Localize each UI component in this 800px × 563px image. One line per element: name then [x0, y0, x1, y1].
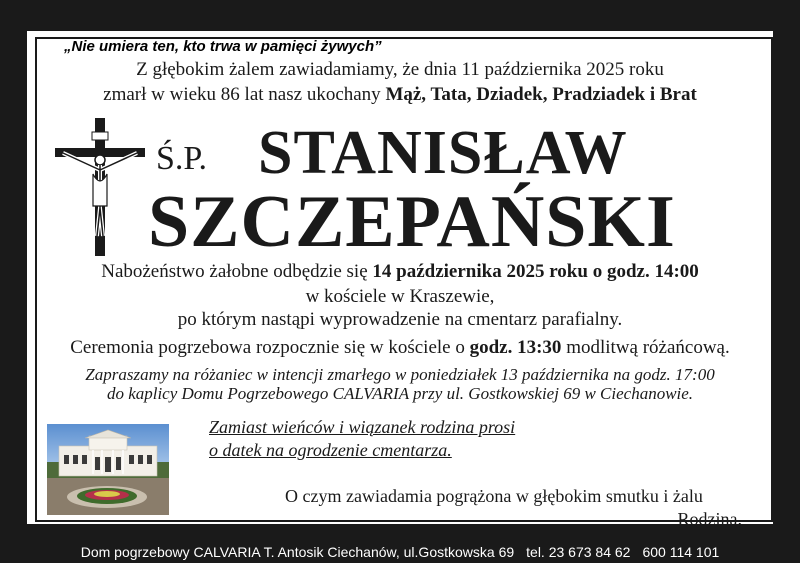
footer-phone-1: tel. 23 673 84 62: [526, 544, 631, 560]
ceremony-text: Ceremonia pogrzebowa rozpocznie się w kościele o: [70, 337, 470, 358]
ceremony-time: godz. 13:30: [469, 337, 562, 358]
intro-line-2-text: zmarł w wieku 86 lat nasz ukochany: [103, 84, 386, 105]
signature-family: Rodzina.: [677, 509, 742, 529]
wreaths-line-2: o datek na ogrodzenie cmentarza.: [209, 440, 452, 460]
service-date-time: 14 października 2025 roku o godz. 14:00: [372, 261, 699, 282]
intro-line-1: Z głębokim żalem zawiadamiamy, że dnia 11 października 2025 roku: [136, 59, 664, 80]
service-line-1-text: Nabożeństwo żałobne odbędzie się: [101, 261, 373, 282]
deceased-last-name: SZCZEPAŃSKI: [148, 181, 676, 263]
rosary-line-1: Zapraszamy na różaniec w intencji zmarłego w poniedziałek 13 października na godz. 17:00: [85, 365, 715, 384]
funeral-home-photo: [47, 424, 169, 515]
wreaths-line-1: Zamiast wieńców i wiązanek rodzina prosi: [209, 417, 516, 437]
footer-contact-bar: [0, 544, 800, 560]
footer-company: Dom pogrzebowy CALVARIA T. Antosik Ciechanów, ul.Gostkowska 69: [80, 544, 515, 560]
ceremony-line: [0, 337, 800, 359]
motto: „Nie umiera ten, kto trwa w pamięci żywych”: [64, 38, 382, 55]
service-line-3: po którym nastąpi wyprowadzenie na cmentarz parafialny.: [177, 309, 623, 330]
deceased-prefix: Ś.P.: [156, 140, 208, 177]
rosary-line-2: do kaplicy Domu Pogrzebowego CALVARIA przy ul. Gostkowskiej 69 w Ciechanowie.: [106, 384, 694, 403]
service-line-2: w kościele w Kraszewie,: [305, 286, 495, 307]
deceased-first-name: STANISŁAW: [258, 119, 628, 187]
closing-line: O czym zawiadamia pogrążona w głębokim smutku i żalu: [285, 486, 703, 506]
service-line-1: [0, 261, 800, 283]
footer-phone-2: 600 114 101: [642, 544, 720, 560]
intro-line-2: [0, 84, 800, 106]
crucifix-icon: [55, 118, 145, 256]
intro-line-2-relations: Mąż, Tata, Dziadek, Pradziadek i Brat: [385, 84, 697, 105]
ceremony-suffix: modlitwą różańcową.: [561, 337, 730, 358]
